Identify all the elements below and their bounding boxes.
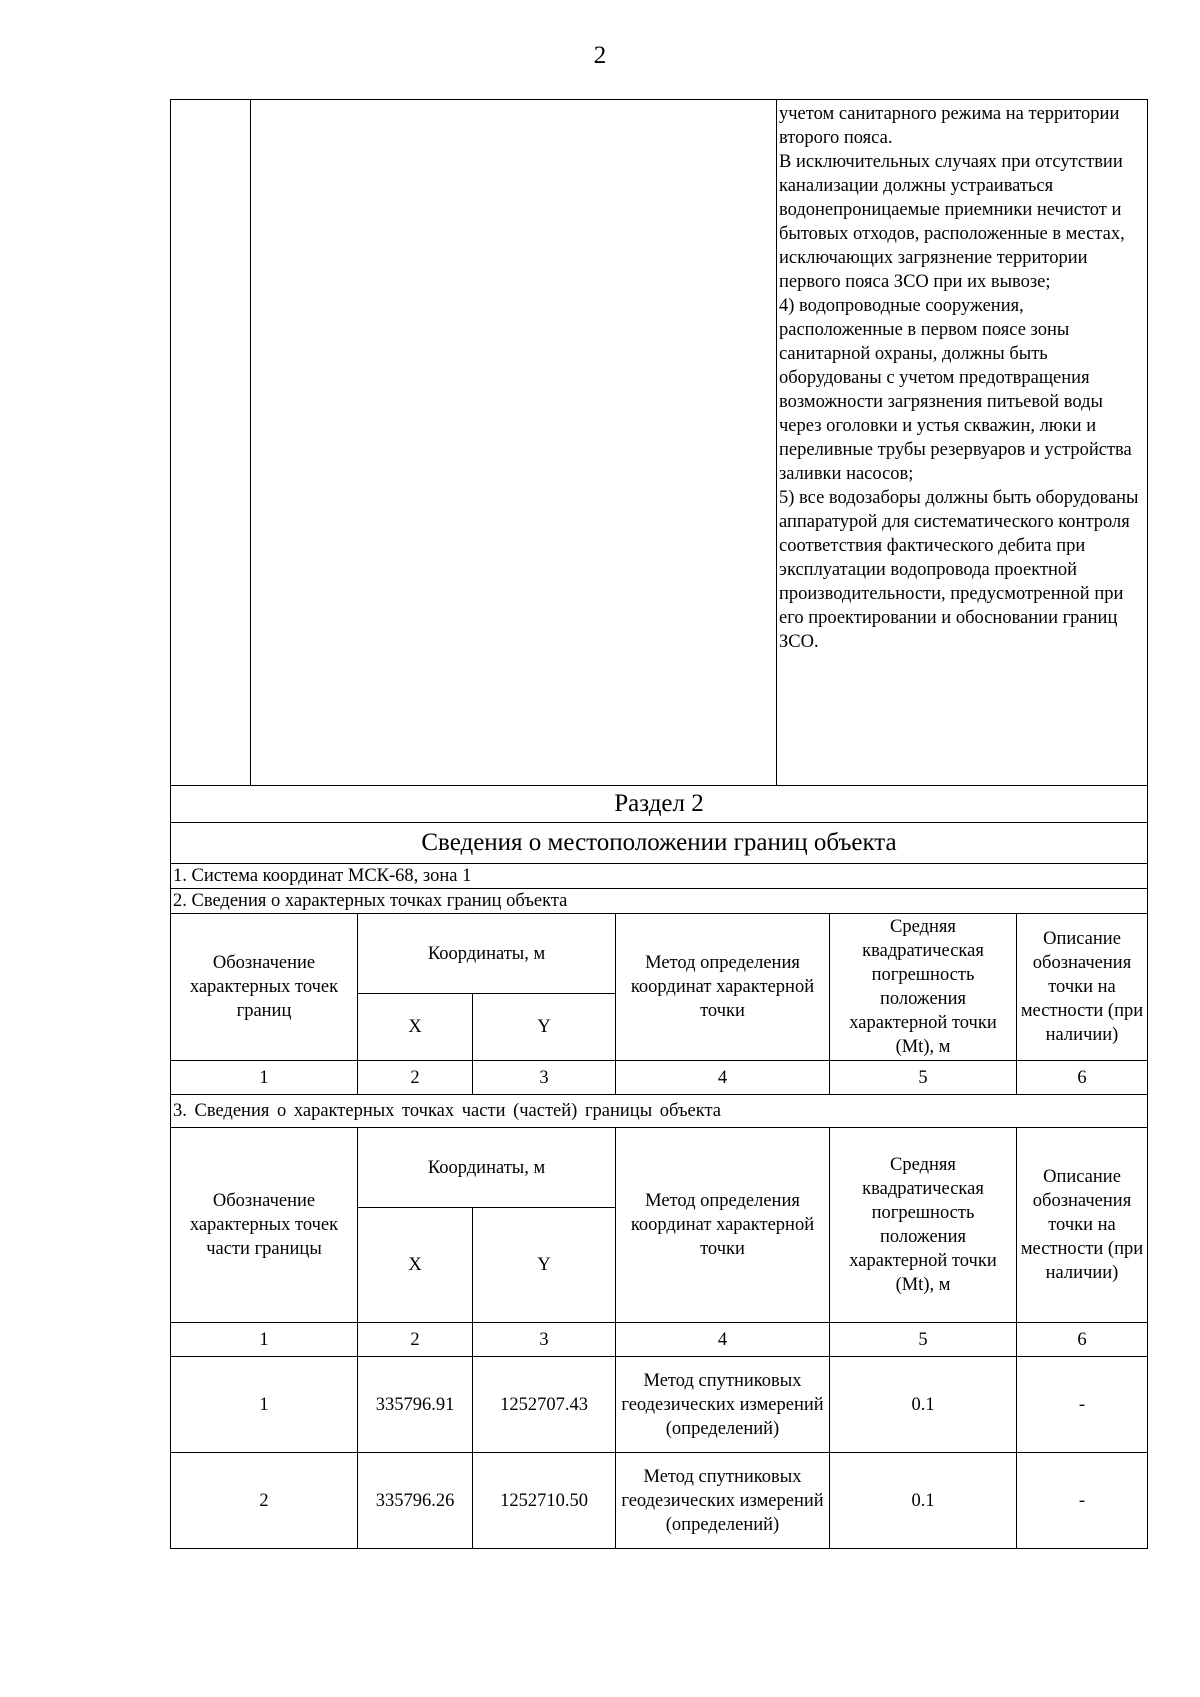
points-heading: 2. Сведения о характерных точках границ объекта <box>171 889 1148 914</box>
cell-description: - <box>1017 1453 1148 1549</box>
t2-colnum: 5 <box>830 1323 1017 1357</box>
table-row <box>171 1357 1148 1453</box>
t1-header-description: Описание обозначения точки на местности (при наличии) <box>1017 914 1148 1061</box>
t1-header-x: X <box>358 994 473 1061</box>
t1-colnum: 1 <box>171 1061 358 1095</box>
t1-header-designation: Обозначение характерных точек границ <box>171 914 358 1061</box>
requirements-text: учетом санитарного режима на территории второго пояса. В исключительных случаях при отсутствии канализации должны устраиваться водонепроницаемые приемники нечистот и бытовых отходов, расположенные в местах, исключающих загрязнение территории первого пояса ЗСО при их вывозе; 4) водопроводные сооружения, расположенные в первом поясе зоны санитарной охраны, должны быть оборудованы с учетом предотвращения возможности загрязнения питьевой воды через оголовки и устья скважин, люки и переливные трубы резервуаров и устройства заливки насосов; 5) все водозаборы должны быть оборудованы аппаратурой для систематического контроля соответствия фактического дебита при эксплуатации водопровода проектной производительности, предусмотренной при его проектировании и обосновании границ ЗСО. <box>777 100 1148 786</box>
t1-colnum: 4 <box>616 1061 830 1095</box>
empty-cell-name <box>251 100 777 786</box>
section-title: Раздел 2 <box>171 786 1148 823</box>
t2-colnum: 1 <box>171 1323 358 1357</box>
cell-x: 335796.91 <box>358 1357 473 1453</box>
t2-header-coords: Координаты, м <box>358 1128 616 1208</box>
cell-point: 2 <box>171 1453 358 1549</box>
page-number: 2 <box>593 42 607 69</box>
t2-colnum: 4 <box>616 1323 830 1357</box>
t2-header-y: Y <box>473 1208 616 1323</box>
t1-header-coords: Координаты, м <box>358 914 616 994</box>
t1-colnum: 5 <box>830 1061 1017 1095</box>
t2-colnum: 6 <box>1017 1323 1148 1357</box>
cell-method: Метод спутниковых геодезических измерений (определений) <box>616 1357 830 1453</box>
parts-heading: 3. Сведения о характерных точках части (частей) границы объекта <box>171 1095 1148 1128</box>
t2-header-method: Метод определения координат характерной точки <box>616 1128 830 1323</box>
cell-y: 1252710.50 <box>473 1453 616 1549</box>
t2-colnum: 2 <box>358 1323 473 1357</box>
t2-header-error: Средняя квадратическая погрешность положения характерной точки (Mt), м <box>830 1128 1017 1323</box>
continuation-table <box>170 99 1148 786</box>
cell-y: 1252707.43 <box>473 1357 616 1453</box>
t1-colnum: 6 <box>1017 1061 1148 1095</box>
t1-colnum: 3 <box>473 1061 616 1095</box>
t1-header-error: Средняя квадратическая погрешность положения характерной точки (Mt), м <box>830 914 1017 1061</box>
cell-description: - <box>1017 1357 1148 1453</box>
coord-system: 1. Система координат МСК-68, зона 1 <box>171 864 1148 889</box>
cell-error: 0.1 <box>830 1453 1017 1549</box>
t2-header-x: X <box>358 1208 473 1323</box>
cell-point: 1 <box>171 1357 358 1453</box>
section-2-table <box>170 785 1148 1549</box>
t1-header-y: Y <box>473 994 616 1061</box>
table-row <box>171 1453 1148 1549</box>
t1-header-method: Метод определения координат характерной точки <box>616 914 830 1061</box>
t2-header-description: Описание обозначения точки на местности (при наличии) <box>1017 1128 1148 1323</box>
t2-colnum: 3 <box>473 1323 616 1357</box>
t2-header-designation: Обозначение характерных точек части границы <box>171 1128 358 1323</box>
cell-error: 0.1 <box>830 1357 1017 1453</box>
t1-colnum: 2 <box>358 1061 473 1095</box>
cell-method: Метод спутниковых геодезических измерений (определений) <box>616 1453 830 1549</box>
section-subtitle: Сведения о местоположении границ объекта <box>171 823 1148 864</box>
empty-cell-number <box>171 100 251 786</box>
cell-x: 335796.26 <box>358 1453 473 1549</box>
